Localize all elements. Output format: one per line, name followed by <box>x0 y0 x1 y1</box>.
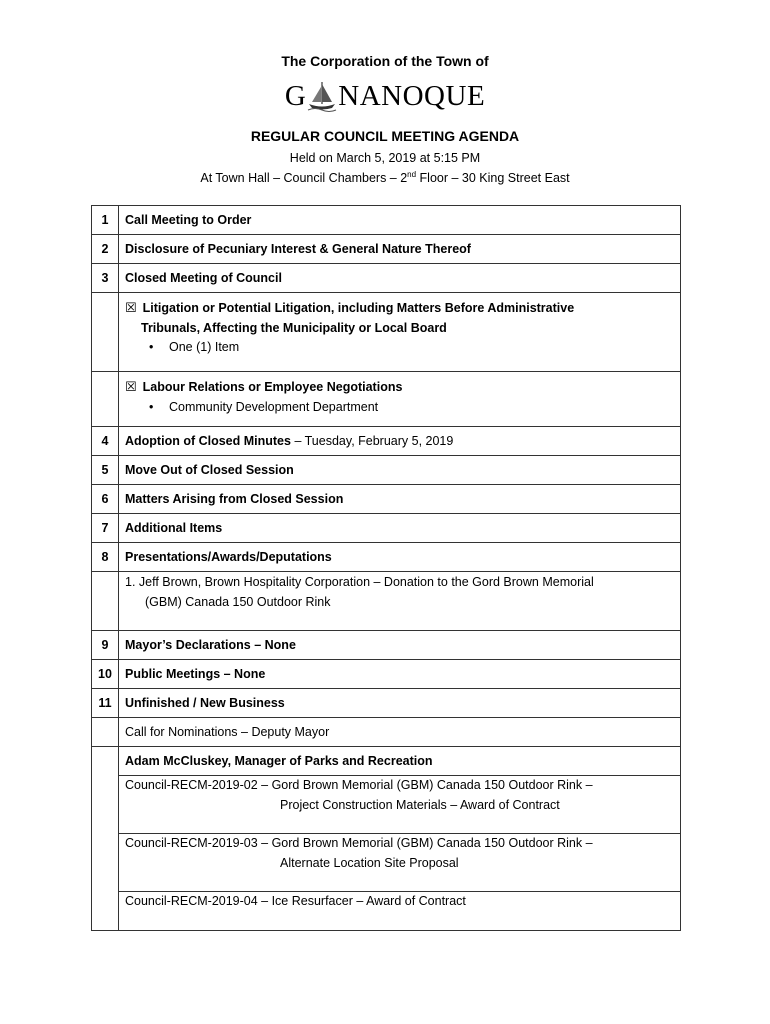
agenda-subrow <box>92 776 681 834</box>
agenda-table <box>91 205 681 931</box>
logo-text-left: G <box>284 79 307 112</box>
report-line1: Council-RECM-2019-02 – Gord Brown Memorial (GBM) Canada 150 Outdoor Rink – <box>125 778 593 792</box>
item-title: Presentations/Awards/Deputations <box>119 543 681 572</box>
litigation-line1: Litigation or Potential Litigation, including Matters Before Administrative <box>142 301 575 315</box>
item-number: 10 <box>92 660 119 689</box>
report-recm-2019-02 <box>119 776 681 834</box>
report-recm-2019-04: Council-RECM-2019-04 – Ice Resurfacer – Award of Contract <box>119 892 681 931</box>
location-ordinal: nd <box>407 170 417 179</box>
labour-line: Labour Relations or Employee Negotiations <box>142 380 403 394</box>
checked-box-icon: ☒ <box>125 380 137 395</box>
item-title: Call Meeting to Order <box>119 206 681 235</box>
litigation-bullet: • One (1) Item <box>169 338 674 358</box>
manager-heading: Adam McCluskey, Manager of Parks and Recreation <box>119 747 681 776</box>
town-logo <box>0 78 770 114</box>
location-suffix: Floor – 30 King Street East <box>416 171 570 186</box>
agenda-row <box>92 427 681 456</box>
agenda-row <box>92 631 681 660</box>
agenda-subrow <box>92 892 681 931</box>
item-title: Closed Meeting of Council <box>119 264 681 293</box>
item-number: 4 <box>92 427 119 456</box>
agenda-subrow <box>92 718 681 747</box>
item-number: 7 <box>92 514 119 543</box>
presentation-line2: (GBM) Canada 150 Outdoor Rink <box>145 594 331 609</box>
agenda-subrow <box>92 572 681 631</box>
agenda-row <box>92 543 681 572</box>
litigation-line2: Tribunals, Affecting the Municipality or Local Board <box>141 320 447 335</box>
agenda-row <box>92 485 681 514</box>
agenda-row <box>92 235 681 264</box>
item-title-bold: Adoption of Closed Minutes <box>125 434 291 448</box>
item-number: 11 <box>92 689 119 718</box>
item-title: Mayor’s Declarations – None <box>119 631 681 660</box>
agenda-subrow <box>92 372 681 427</box>
item-number: 9 <box>92 631 119 660</box>
item-number: 2 <box>92 235 119 264</box>
report-line2: Alternate Location Site Proposal <box>280 855 459 870</box>
logo-text-right: NANOQUE <box>338 79 486 112</box>
call-for-nominations: Call for Nominations – Deputy Mayor <box>119 718 681 747</box>
meeting-location <box>0 170 770 185</box>
agenda-subrow <box>92 834 681 892</box>
closed-meeting-labour <box>119 372 681 427</box>
item-title <box>119 427 681 456</box>
report-line2: Project Construction Materials – Award of Contract <box>280 797 560 812</box>
closed-meeting-litigation <box>119 293 681 372</box>
report-line1: Council-RECM-2019-03 – Gord Brown Memorial (GBM) Canada 150 Outdoor Rink – <box>125 836 593 850</box>
agenda-row <box>92 456 681 485</box>
item-title: Public Meetings – None <box>119 660 681 689</box>
sailboat-logo-icon <box>307 80 337 112</box>
item-detail: – Tuesday, February 5, 2019 <box>290 434 454 448</box>
location-prefix: At Town Hall – Council Chambers – 2 <box>200 171 408 186</box>
item-number: 8 <box>92 543 119 572</box>
item-title: Additional Items <box>119 514 681 543</box>
presentation-item <box>119 572 681 631</box>
report-recm-2019-03 <box>119 834 681 892</box>
item-number: 5 <box>92 456 119 485</box>
agenda-subrow <box>92 293 681 372</box>
checked-box-icon: ☒ <box>125 301 137 316</box>
agenda-row <box>92 264 681 293</box>
agenda-title: REGULAR COUNCIL MEETING AGENDA <box>250 128 520 144</box>
agenda-subrow <box>92 747 681 776</box>
item-number: 6 <box>92 485 119 514</box>
agenda-row <box>92 514 681 543</box>
agenda-row <box>92 660 681 689</box>
labour-bullet: • Community Development Department <box>169 398 674 418</box>
corporation-heading: The Corporation of the Town of <box>281 53 489 69</box>
item-title: Move Out of Closed Session <box>119 456 681 485</box>
presentation-line1: 1. Jeff Brown, Brown Hospitality Corporation – Donation to the Gord Brown Memorial <box>125 575 594 589</box>
meeting-date: Held on March 5, 2019 at 5:15 PM <box>289 151 481 165</box>
agenda-row <box>92 689 681 718</box>
item-title: Matters Arising from Closed Session <box>119 485 681 514</box>
item-number: 1 <box>92 206 119 235</box>
agenda-row <box>92 206 681 235</box>
item-title: Unfinished / New Business <box>119 689 681 718</box>
item-number: 3 <box>92 264 119 293</box>
item-title: Disclosure of Pecuniary Interest & General Nature Thereof <box>119 235 681 264</box>
